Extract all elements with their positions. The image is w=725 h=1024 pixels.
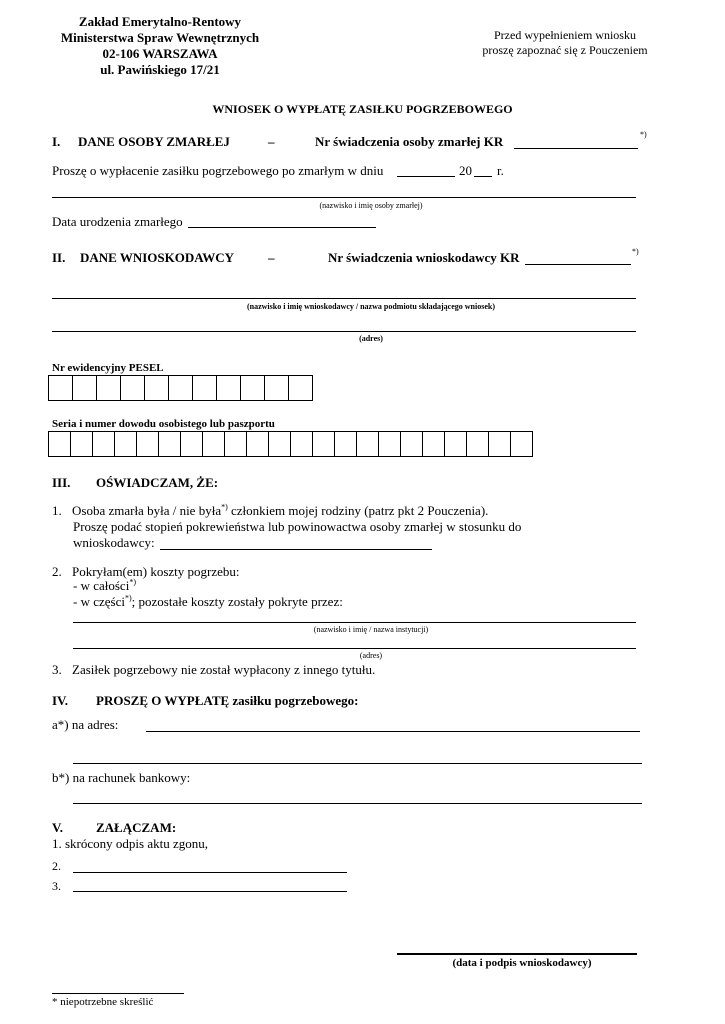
pesel-box[interactable] [192,375,217,401]
pesel-box[interactable] [48,375,73,401]
id-box[interactable] [422,431,445,457]
institution-line: Zakład Emerytalno-Rentowy [78,14,242,29]
other-payer-address-field[interactable] [73,648,636,649]
pesel-box[interactable] [144,375,169,401]
birth-date-field[interactable] [188,227,376,228]
section-1-num: I. [52,134,61,149]
deceased-benefit-number-field[interactable] [514,148,638,149]
section-1-dash: – [268,134,275,149]
id-document-boxes[interactable] [48,431,533,457]
statement-1-part-a: Osoba zmarła była / nie była [72,503,222,518]
section-4-heading-rest: zasiłku pogrzebowego: [229,693,359,708]
id-box[interactable] [378,431,401,457]
applicant-name-caption: (nazwisko i imię wnioskodawcy / nazwa podmiotu składającego wniosek) [246,302,496,311]
notice-line: proszę zapoznać się z Pouczeniem [482,43,648,57]
payment-option-address[interactable]: a*) na adres: [52,717,119,732]
id-box[interactable] [356,431,379,457]
pesel-boxes[interactable] [48,375,313,401]
institution-line: Ministerstwa Spraw Wewnętrznych [60,30,260,45]
attachment-2-num: 2. [52,859,61,873]
cost-option-full[interactable] [73,578,136,594]
footnote-mark: *) [221,502,228,512]
attachment-3-field[interactable] [73,891,347,892]
pesel-box[interactable] [168,375,193,401]
section-4-heading-main: PROSZĘ O WYPŁATĘ [96,693,230,708]
death-year-field[interactable] [474,176,492,177]
attachment-3-num: 3. [52,879,61,893]
other-payer-address-caption: (adres) [359,651,383,660]
id-box[interactable] [180,431,203,457]
id-box[interactable] [290,431,313,457]
id-box[interactable] [114,431,137,457]
deceased-name-caption: (nazwisko i imię osoby zmarłej) [319,201,423,210]
id-box[interactable] [268,431,291,457]
statement-1-line-3: wnioskodawcy: [73,535,155,550]
id-document-label: Seria i numer dowodu osobistego lub paszportu [52,418,275,430]
document-title: WNIOSEK O WYPŁATĘ ZASIŁKU POGRZEBOWEGO [212,102,513,116]
pesel-box[interactable] [240,375,265,401]
relationship-field[interactable] [160,549,432,550]
pesel-box[interactable] [72,375,97,401]
pesel-box[interactable] [120,375,145,401]
payment-address-field-2[interactable] [73,763,642,764]
signature-caption: (data i podpis wnioskodawcy) [452,957,592,969]
id-box[interactable] [312,431,335,457]
id-box[interactable] [334,431,357,457]
attachment-2-field[interactable] [73,872,347,873]
instruction-notice [470,28,660,58]
section-5-heading: ZAŁĄCZAM: [96,820,177,835]
id-box[interactable] [400,431,423,457]
footnote-mark: *) [632,247,639,256]
section-1-heading: DANE OSOBY ZMARŁEJ [78,134,230,149]
pesel-box[interactable] [216,375,241,401]
applicant-address-field[interactable] [52,331,636,332]
request-text: Proszę o wypłacenie zasiłku pogrzebowego po zmarłym w dniu [52,163,384,178]
cost-option-partial-label: - w części [73,594,125,609]
statement-3-text: Zasiłek pogrzebowy nie został wypłacony z innego tytułu. [72,662,376,677]
pesel-box[interactable] [264,375,289,401]
applicant-address-caption: (adres) [359,334,383,343]
section-3-heading: OŚWIADCZAM, ŻE: [96,475,219,490]
section-4-num: IV. [52,693,69,708]
id-box[interactable] [510,431,533,457]
id-box[interactable] [136,431,159,457]
id-box[interactable] [246,431,269,457]
attachment-1: 1. skrócony odpis aktu zgonu, [52,836,208,851]
statement-1-part-b: członkiem mojej rodziny (patrz pkt 2 Pouczenia). [227,503,489,518]
id-box[interactable] [488,431,511,457]
footnote-mark: *) [640,130,647,139]
cost-option-full-label: - w całości [73,578,130,593]
statement-1-text [72,503,488,519]
other-payer-name-field[interactable] [73,622,636,623]
signature-field[interactable] [397,953,637,955]
footnote-mark: *) [124,593,132,603]
death-date-field[interactable] [397,176,455,177]
section-3-num: III. [52,475,71,490]
section-2-num: II. [52,250,66,265]
bank-account-field[interactable] [73,803,642,804]
section-5-num: V. [52,820,63,835]
deceased-benefit-number-label: Nr świadczenia osoby zmarłej KR [315,134,504,149]
id-box[interactable] [158,431,181,457]
section-2-heading: DANE WNIOSKODAWCY [80,250,234,265]
id-box[interactable] [70,431,93,457]
statement-1-num: 1. [52,503,62,518]
footnote-mark: *) [129,577,136,587]
section-2-dash: – [268,250,275,265]
payment-option-bank[interactable]: b*) na rachunek bankowy: [52,770,191,785]
statement-2-num: 2. [52,564,62,579]
applicant-benefit-number-field[interactable] [525,264,631,265]
pesel-box[interactable] [288,375,313,401]
deceased-name-field[interactable] [52,197,636,198]
applicant-benefit-number-label: Nr świadczenia wnioskodawcy KR [328,250,520,265]
year-suffix: r. [497,163,504,178]
footnote-divider [52,993,184,994]
id-box[interactable] [48,431,71,457]
applicant-name-field[interactable] [52,298,636,299]
payment-address-field-1[interactable] [146,731,640,732]
other-payer-name-caption: (nazwisko i imię / nazwa instytucji) [313,625,429,634]
section-4-heading [96,693,358,709]
institution-line: ul. Pawińskiego 17/21 [100,62,220,77]
cost-option-partial[interactable] [73,594,343,610]
notice-line: Przed wypełnieniem wniosku [494,28,636,42]
cost-option-partial-rest: ; pozostałe koszty zostały pokryte przez: [131,594,343,609]
institution-line: 02-106 WARSZAWA [102,46,218,61]
year-prefix: 20 [459,163,472,178]
statement-1-line-2: Proszę podać stopień pokrewieństwa lub powinowactwa osoby zmarłej w stosunku do [73,519,522,534]
id-box[interactable] [444,431,467,457]
institution-name [40,14,280,78]
footnote: * niepotrzebne skreślić [52,996,154,1008]
statement-2-text: Pokryłam(em) koszty pogrzebu: [72,564,240,579]
id-box[interactable] [224,431,247,457]
birth-date-label: Data urodzenia zmarłego [52,214,183,229]
pesel-box[interactable] [96,375,121,401]
statement-3-num: 3. [52,662,62,677]
pesel-label: Nr ewidencyjny PESEL [52,362,164,374]
id-box[interactable] [202,431,225,457]
id-box[interactable] [92,431,115,457]
id-box[interactable] [466,431,489,457]
